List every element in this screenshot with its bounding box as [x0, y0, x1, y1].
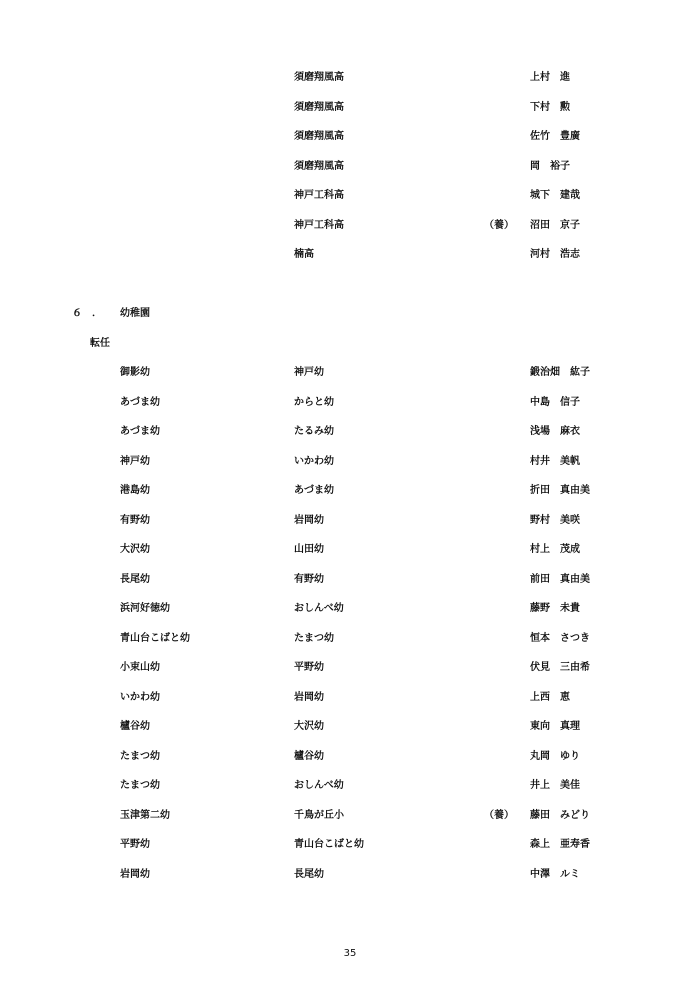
table-row — [0, 690, 700, 706]
from-school: 大沢幼 — [120, 544, 150, 555]
person-name: 沼田 京子 — [530, 220, 580, 231]
from-school: 浜河好徳幼 — [120, 603, 170, 614]
section-title: 幼稚園 — [120, 308, 150, 319]
from-school: 青山台こばと幼 — [120, 633, 190, 644]
person-name: 城下 建哉 — [530, 190, 580, 201]
table-row — [0, 837, 700, 853]
person-name: 中澤 ルミ — [530, 869, 580, 880]
person-name: 岡 裕子 — [530, 161, 570, 172]
to-school: 岩岡幼 — [294, 692, 324, 703]
to-school: 櫨谷幼 — [294, 751, 324, 762]
person-name: 藤野 未貴 — [530, 603, 580, 614]
from-school: たまつ幼 — [120, 780, 160, 791]
table-row — [0, 513, 700, 529]
list-item — [0, 247, 700, 263]
from-school: 港島幼 — [120, 485, 150, 496]
person-name: 東向 真理 — [530, 721, 580, 732]
table-row — [0, 660, 700, 676]
to-school: 岩岡幼 — [294, 515, 324, 526]
page-number: 35 — [343, 948, 357, 959]
table-row — [0, 365, 700, 381]
table-row — [0, 601, 700, 617]
table-row — [0, 542, 700, 558]
subsection-title: 転任 — [90, 338, 110, 349]
person-name: 伏見 三由希 — [530, 662, 590, 673]
table-row — [0, 454, 700, 470]
table-row — [0, 424, 700, 440]
person-name: 前田 真由美 — [530, 574, 590, 585]
person-name: 佐竹 豊廣 — [530, 131, 580, 142]
table-row — [0, 395, 700, 411]
from-school: いかわ幼 — [120, 692, 160, 703]
school-name: 須磨翔風高 — [294, 161, 344, 172]
to-school: からと幼 — [294, 397, 334, 408]
list-item — [0, 100, 700, 116]
school-name: 神戸工科高 — [294, 220, 344, 231]
to-school: おしんべ幼 — [294, 780, 344, 791]
to-school: 長尾幼 — [294, 869, 324, 880]
to-school: おしんべ幼 — [294, 603, 344, 614]
list-item — [0, 188, 700, 204]
school-name: 須磨翔風高 — [294, 72, 344, 83]
person-name: 恒本 さつき — [530, 633, 590, 644]
to-school: いかわ幼 — [294, 456, 334, 467]
from-school: 櫨谷幼 — [120, 721, 150, 732]
person-name: 藤田 みどり — [530, 810, 590, 821]
person-name: 上村 進 — [530, 72, 570, 83]
person-name: 村上 茂成 — [530, 544, 580, 555]
from-school: たまつ幼 — [120, 751, 160, 762]
school-name: 神戸工科高 — [294, 190, 344, 201]
person-name: 村井 美帆 — [530, 456, 580, 467]
table-row — [0, 719, 700, 735]
list-item — [0, 70, 700, 86]
from-school: 長尾幼 — [120, 574, 150, 585]
from-school: 平野幼 — [120, 839, 150, 850]
note: （養） — [484, 220, 514, 231]
person-name: 河村 浩志 — [530, 249, 580, 260]
from-school: あづま幼 — [120, 426, 160, 437]
table-row — [0, 631, 700, 647]
table-row — [0, 483, 700, 499]
to-school: たるみ幼 — [294, 426, 334, 437]
table-row — [0, 572, 700, 588]
school-name: 楠高 — [294, 249, 314, 260]
person-name: 森上 亜寿香 — [530, 839, 590, 850]
from-school: 玉津第二幼 — [120, 810, 170, 821]
from-school: 神戸幼 — [120, 456, 150, 467]
person-name: 中島 信子 — [530, 397, 580, 408]
person-name: 井上 美佳 — [530, 780, 580, 791]
to-school: 大沢幼 — [294, 721, 324, 732]
person-name: 鍛治畑 紘子 — [530, 367, 590, 378]
list-item — [0, 218, 700, 234]
to-school: 平野幼 — [294, 662, 324, 673]
person-name: 折田 真由美 — [530, 485, 590, 496]
table-row — [0, 867, 700, 883]
list-item — [0, 129, 700, 145]
section-number: ６ ． — [72, 308, 102, 319]
to-school: 山田幼 — [294, 544, 324, 555]
to-school: 有野幼 — [294, 574, 324, 585]
person-name: 丸岡 ゆり — [530, 751, 580, 762]
person-name: 野村 美咲 — [530, 515, 580, 526]
from-school: あづま幼 — [120, 397, 160, 408]
note: （養） — [484, 810, 514, 821]
list-item — [0, 159, 700, 175]
table-row — [0, 808, 700, 824]
from-school: 御影幼 — [120, 367, 150, 378]
table-row — [0, 778, 700, 794]
school-name: 須磨翔風高 — [294, 131, 344, 142]
school-name: 須磨翔風高 — [294, 102, 344, 113]
to-school: 青山台こばと幼 — [294, 839, 364, 850]
to-school: たまつ幼 — [294, 633, 334, 644]
to-school: 神戸幼 — [294, 367, 324, 378]
person-name: 下村 勲 — [530, 102, 570, 113]
from-school: 小束山幼 — [120, 662, 160, 673]
table-row — [0, 749, 700, 765]
from-school: 岩岡幼 — [120, 869, 150, 880]
to-school: 千鳥が丘小 — [294, 810, 344, 821]
person-name: 浅場 麻衣 — [530, 426, 580, 437]
person-name: 上西 恵 — [530, 692, 570, 703]
from-school: 有野幼 — [120, 515, 150, 526]
to-school: あづま幼 — [294, 485, 334, 496]
